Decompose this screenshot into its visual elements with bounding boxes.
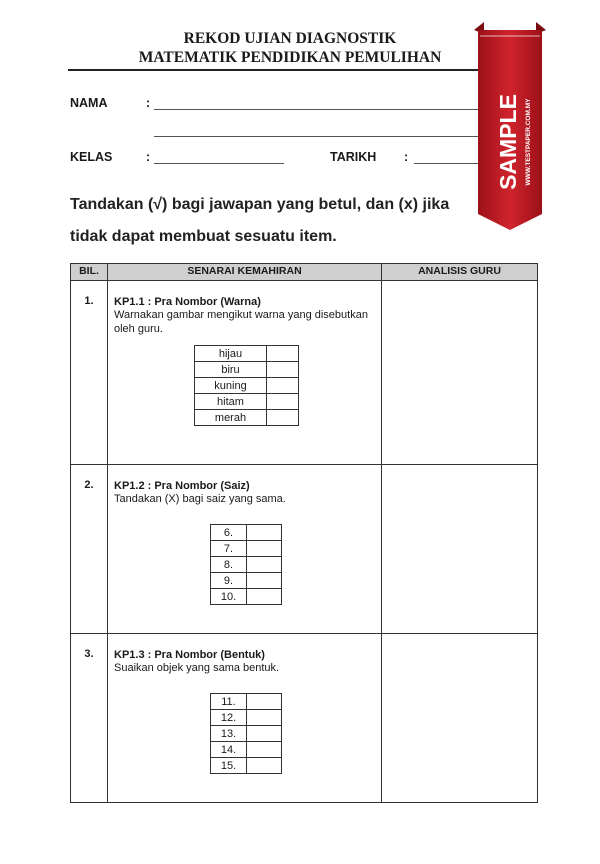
analysis-cell[interactable] <box>382 465 538 634</box>
answer-row <box>211 541 282 557</box>
analysis-cell[interactable] <box>382 634 538 803</box>
answer-label: 15. <box>211 758 247 774</box>
ribbon-sample-text: SAMPLE <box>495 94 521 190</box>
skill-cell <box>108 634 382 803</box>
title-underline <box>68 69 538 71</box>
answer-row <box>195 410 299 426</box>
answer-box[interactable] <box>247 694 282 710</box>
answer-table <box>194 345 299 426</box>
answer-box[interactable] <box>247 710 282 726</box>
answer-label: 7. <box>211 541 247 557</box>
answer-box[interactable] <box>247 758 282 774</box>
answer-row <box>211 710 282 726</box>
answer-box[interactable] <box>247 557 282 573</box>
answer-label: 13. <box>211 726 247 742</box>
kelas-line <box>154 163 284 164</box>
instruction-line2: tidak dapat membuat sesuatu item. <box>70 228 337 245</box>
answer-row <box>211 694 282 710</box>
row-number: 2. <box>71 465 108 634</box>
answer-box[interactable] <box>247 589 282 605</box>
answer-box[interactable] <box>247 573 282 589</box>
answer-row <box>195 346 299 362</box>
instruction-line1: Tandakan (√) bagi jawapan yang betul, dan (x) jika <box>70 196 450 213</box>
answer-label: 8. <box>211 557 247 573</box>
table-row <box>71 634 538 803</box>
answer-box[interactable] <box>247 742 282 758</box>
sample-ribbon <box>474 22 546 232</box>
answer-row <box>195 394 299 410</box>
answer-label: hijau <box>195 346 267 362</box>
answer-row <box>211 589 282 605</box>
document-title-line1: REKOD UJIAN DIAGNOSTIK <box>183 30 397 47</box>
answer-label: merah <box>195 410 267 426</box>
header-skills: SENARAI KEMAHIRAN <box>108 264 382 281</box>
answer-table <box>210 524 282 605</box>
skill-cell <box>108 465 382 634</box>
answer-box[interactable] <box>247 541 282 557</box>
answer-label: 6. <box>211 525 247 541</box>
answer-row <box>195 378 299 394</box>
answer-label: hitam <box>195 394 267 410</box>
answer-row <box>211 758 282 774</box>
answer-label: 9. <box>211 573 247 589</box>
analysis-cell[interactable] <box>382 281 538 465</box>
header-analysis: ANALISIS GURU <box>382 264 538 281</box>
skill-description: Tandakan (X) bagi saiz yang sama. <box>114 493 286 505</box>
row-number: 1. <box>71 281 108 465</box>
skill-description: Suaikan objek yang sama bentuk. <box>114 662 280 674</box>
skill-title: KP1.3 : Pra Nombor (Bentuk) <box>114 649 265 661</box>
nama-line-2 <box>154 136 484 137</box>
nama-label: NAMA <box>70 96 108 110</box>
answer-label: kuning <box>195 378 267 394</box>
answer-box[interactable] <box>267 410 299 426</box>
answer-row <box>211 525 282 541</box>
answer-row <box>211 557 282 573</box>
answer-box[interactable] <box>247 525 282 541</box>
answer-label: 12. <box>211 710 247 726</box>
skill-title: KP1.1 : Pra Nombor (Warna) <box>114 296 261 308</box>
skill-cell <box>108 281 382 465</box>
kelas-colon: : <box>146 150 151 164</box>
document-title-line2: MATEMATIK PENDIDIKAN PEMULIHAN <box>138 49 442 66</box>
answer-row <box>211 742 282 758</box>
answer-label: biru <box>195 362 267 378</box>
ribbon-url-text: WWW.TESTPAPER.COM.MY <box>525 98 532 186</box>
answer-box[interactable] <box>267 346 299 362</box>
answer-label: 14. <box>211 742 247 758</box>
answer-box[interactable] <box>267 378 299 394</box>
skill-title: KP1.2 : Pra Nombor (Saiz) <box>114 480 250 492</box>
nama-colon: : <box>146 96 151 110</box>
nama-line <box>154 109 484 110</box>
answer-row <box>211 573 282 589</box>
answer-box[interactable] <box>267 362 299 378</box>
answer-row <box>211 726 282 742</box>
table-header-row <box>71 264 538 281</box>
answer-label: 10. <box>211 589 247 605</box>
skill-description: Warnakan gambar mengikut warna yang disebutkan oleh guru. <box>114 309 368 335</box>
header-bil: BIL. <box>71 264 108 281</box>
skills-table <box>70 263 538 803</box>
answer-row <box>195 362 299 378</box>
kelas-label: KELAS <box>70 150 113 164</box>
answer-box[interactable] <box>267 394 299 410</box>
answer-table <box>210 693 282 774</box>
tarikh-colon: : <box>404 150 409 164</box>
tarikh-label: TARIKH <box>330 150 377 164</box>
answer-label: 11. <box>211 694 247 710</box>
answer-box[interactable] <box>247 726 282 742</box>
table-row <box>71 281 538 465</box>
table-row <box>71 465 538 634</box>
row-number: 3. <box>71 634 108 803</box>
